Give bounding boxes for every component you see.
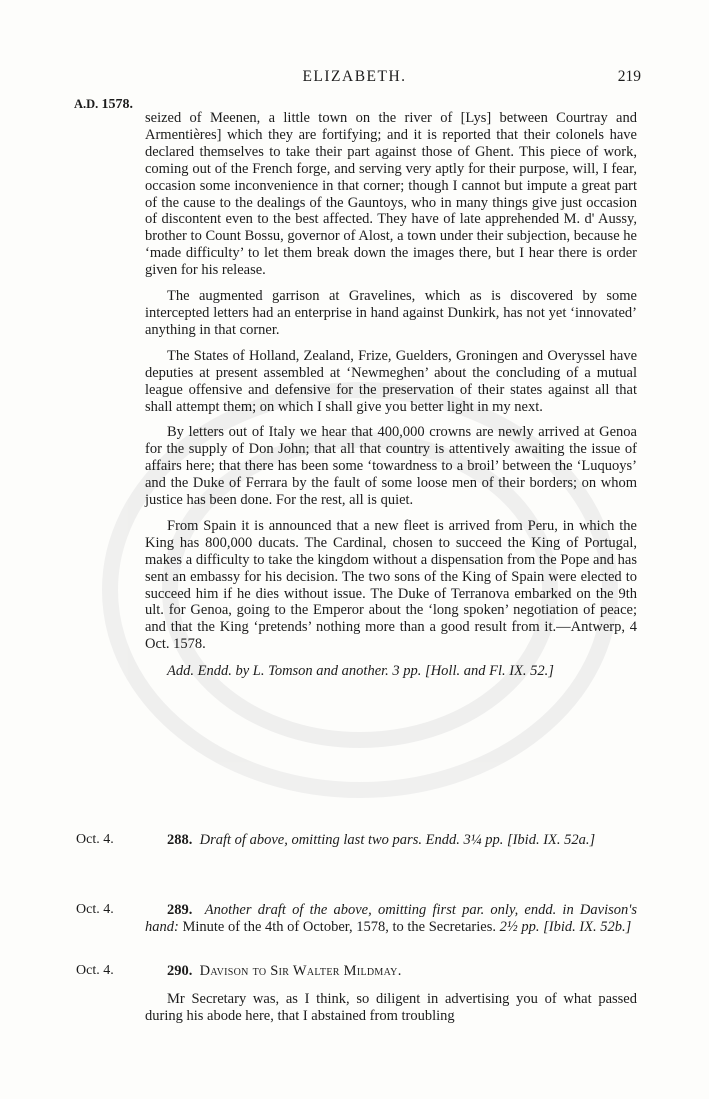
entry-text-tail: 2½ pp. [Ibid. IX. 52b.] <box>499 918 632 935</box>
endorsement-note: Add. Endd. by L. Tomson and another. 3 pp. [Holl. and Fl. IX. 52.] <box>167 663 554 680</box>
margin-date-289: Oct. 4. <box>76 902 114 917</box>
spain-paragraph: From Spain it is announced that a new fleet is arrived from Peru, in which the King has 800,000 ducats. The Cardinal, chosen to succeed the King of Portugal, makes a difficulty to take the kingdom without a dispensation from the Pope and has sent an embassy for his decision. The two sons of the King of Spain were elected to succeed him if he dies without issue. The Duke of Terranova embarked on the 9th ult. for Genoa, going to the Emperor about the ‘long spoken’ negotiation of peace; and that the King ‘pretends’ nothing more than a good result from it.—Antwerp, 4 Oct. 1578. <box>145 517 637 653</box>
entry-number: 288. <box>167 832 193 848</box>
entry-number: 289. <box>167 902 193 918</box>
year-prefix: A.D. <box>74 97 99 111</box>
entry-289-paragraph <box>145 902 637 936</box>
entry-text-italic: Another draft of the above, omitting first par. only, endd. in Davison's hand: <box>145 902 637 935</box>
entry-290-heading <box>145 963 637 980</box>
letter-body <box>145 110 637 680</box>
entry-288-paragraph <box>145 832 637 849</box>
states-paragraph: The States of Holland, Zealand, Frize, Guelders, Groningen and Overyssel have deputies at present assembled at ‘Newmeghen’ about the concluding of a mutual league offensive and defensive for the preservation of their states against all that shall attempt them; on which I shall give you better light in my next. <box>145 347 637 415</box>
page-number: 219 <box>617 68 641 85</box>
entry-288 <box>145 832 637 849</box>
entry-290-text: Mr Secretary was, as I think, so diligent in advertising you of what passed during his abode here, that I abstained from troubling <box>145 990 637 1024</box>
margin-date-290: Oct. 4. <box>76 963 114 978</box>
gravelines-paragraph: The augmented garrison at Gravelines, which as is discovered by some intercepted letters had an enterprise in hand against Dunkirk, has not yet ‘innovated’ anything in that corner. <box>145 288 637 338</box>
entry-heading: Davison to Sir Walter Mildmay. <box>199 963 402 979</box>
running-title: ELIZABETH. <box>302 68 407 85</box>
entry-number: 290. <box>167 963 193 979</box>
continuation-paragraph: seized of Meenen, a little town on the river of [Lys] between Courtray and Armentières] which they are fortifying; and it is reported that their colonels have declared themselves to take their part against those of Ghent. This piece of work, coming out of the French forge, and serving very aptly for their purpose, will, I fear, occasion some inconvenience in that corner; though I cannot but impute a great part of the cause to the dealings of the Gauntoys, who in many things give just occasion of discontent even to the best affected. They have of late apprehended M. d' Aussy, brother to Count Bossu, governor of Alost, a town under their subjection, because he ‘made difficulty’ to let them break down the images there, but I hear there is order given for his release. <box>145 110 637 279</box>
year-value: 1578. <box>101 97 133 112</box>
entry-290 <box>145 963 637 1025</box>
margin-year <box>74 97 133 113</box>
running-head <box>0 68 709 88</box>
margin-date-288: Oct. 4. <box>76 832 114 847</box>
italy-paragraph: By letters out of Italy we hear that 400,000 crowns are newly arrived at Genoa for the supply of Don John; that all that country is attentively awaiting the issue of affairs here; that there has been some ‘towardness to a broil’ between the ‘Luquoys’ and the Duke of Ferrara by the fault of some loose men of their borders; on whom justice has been done. For the rest, all is quiet. <box>145 424 637 509</box>
entry-text: Draft of above, omitting last two pars. Endd. 3¼ pp. [Ibid. IX. 52a.] <box>199 832 596 848</box>
entry-text-plain: Minute of the 4th of October, 1578, to the Secretaries. <box>178 918 500 935</box>
entry-289 <box>145 902 637 936</box>
